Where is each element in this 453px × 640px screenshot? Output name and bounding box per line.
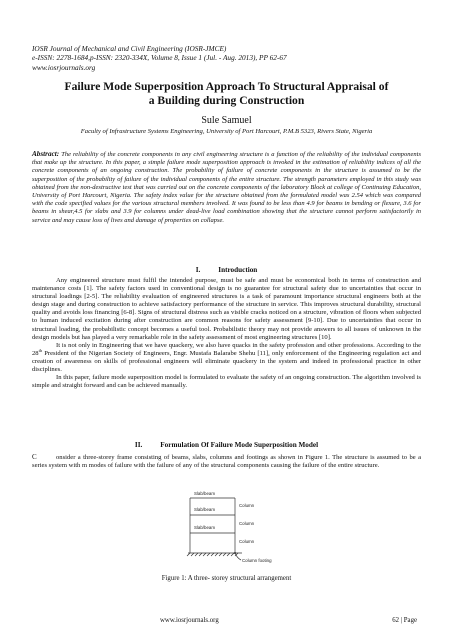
author-affiliation: Faculty of Infrastructure Systems Engineering, University of Port Harcourt, P.M.B 5323, Rivers State, Nigeria bbox=[80, 128, 373, 135]
footer-url[interactable]: www.iosrjournals.org bbox=[160, 617, 219, 624]
label-slab-beam-lower: Slab/beam bbox=[194, 525, 215, 530]
section-2-title: Formulation Of Failure Mode Superposition Model bbox=[160, 441, 319, 449]
section-1-heading bbox=[32, 266, 421, 274]
frame-diagram-svg bbox=[180, 486, 320, 570]
journal-name: IOSR Journal of Mechanical and Civil Engineering (IOSR-JMCE) bbox=[32, 44, 227, 53]
paper-title bbox=[32, 80, 421, 108]
ordinal-superscript: th bbox=[38, 347, 43, 353]
section-1-title: Introduction bbox=[218, 266, 258, 274]
label-column-middle: Column bbox=[239, 521, 255, 526]
title-line-2: a Building during Construction bbox=[148, 94, 305, 107]
footing-node bbox=[234, 552, 236, 554]
label-slab-beam-top: Slab/beam bbox=[194, 491, 215, 496]
figure-1-caption: Figure 1: A three- storey structural arrangement bbox=[161, 575, 292, 582]
journal-website[interactable]: www.iosrjournals.org bbox=[32, 62, 96, 72]
figure-1-frame-diagram bbox=[180, 486, 320, 570]
paper-page bbox=[32, 0, 421, 640]
ground-hatch bbox=[187, 553, 238, 556]
section-2-number: II. bbox=[134, 441, 143, 449]
label-column-lower: Column bbox=[239, 539, 255, 544]
intro-paragraph-3: In this paper, failure mode superposition model is formulated to evaluate the safety of an ongoing construction. The algorithm involved is simple and straight forward and can be achieved manually. bbox=[32, 374, 421, 390]
journal-header bbox=[32, 44, 421, 72]
section-2-body bbox=[32, 453, 421, 470]
intro-paragraph-2 bbox=[32, 342, 421, 374]
intro-p2-text-b: President of the Nigerian Society of Engineers, Engr. Mustafa Balarabe Shehu [11], only enforcement of the Engineering regulation act and creation of awareness on skills of professional engineers will eliminate quackery in the system and indeed in professional practice in other disciplines. bbox=[32, 349, 421, 374]
introduction-body bbox=[32, 277, 421, 390]
section-1-number: I. bbox=[195, 266, 201, 274]
label-column-upper: Column bbox=[239, 503, 255, 508]
label-column-footing: Column footing bbox=[242, 558, 272, 563]
label-slab-beam-middle: Slab/beam bbox=[194, 507, 215, 512]
drop-cap: C bbox=[32, 453, 37, 461]
section-2-heading bbox=[32, 441, 421, 449]
abstract bbox=[32, 150, 421, 225]
intro-p2-text-a: It is not only in Engineering that we have quackery, we also have quacks in the safety profession and other professions. According to the 28 bbox=[32, 341, 421, 357]
abstract-text: The reliability of the concrete components in any civil engineering structure is a function of the reliability of the individual components that make up the structure. In this paper, a simple failure mode superposition approach is invoked in the estimation of reliability indices of all the concrete components of an ongoing construction. The probability of failure of concrete components in the structure is assumed to be the superposition of the probability of failure of the individual components of the entire structure. The strength parameters employed in this study was obtained from the non-destructive test that was carried out on the concrete components of the laboratory Block at college of Continuing Education, University of Port Harcourt, Nigeria. The safety index value for the structure obtained from the formulated model was 2.54 which was compared with the code specified values for the various structural members involved. It was found to be less than 4.9 for beams in bending or flexure, 3.6 for beams in shear,4.5 for slabs and 3.9 for columns under dead-live load combination showing that the structure cannot perform satisfactorily in service and may cause loss of lives and damage of properties on collapse. bbox=[32, 151, 421, 224]
page-footer bbox=[32, 617, 421, 629]
section-2-text: onsider a three-storey frame consisting of beams, slabs, columns and footings as shown in Figure 1. The structure is assumed to be a series system with m modes of failure with the failure of any of the structural components causing the failure of the entire structure. bbox=[32, 454, 421, 470]
intro-paragraph-1: Any engineered structure must fulfil the intended purpose, must be safe and must be economical both in terms of construction and maintenance costs [1]. The safety factors used in conventional design is no guarantee for structural safety due to uncertainties that occur in structural loadings [2-5]. The reliability evaluation of engineered structures is a task of paramount importance structural engineers both at the design stage and during construction to achieve satisfactory performance of the structure in service. This improves structural durability, structural quality and avoids loss financing [6-8]. Signs of structural distress such as visible cracks noticed on a structure, vibration of floors when subjected to human induced excitation during after construction are common reasons for safety assessment [9-10]. Due to uncertainties that occur in structural loading, the probabilistic concept becomes a useful tool. Probabilistic theory may not provide answers to all issues of unknown in the design models but has played a very remarkable role in the safety assessment of most engineering structures [10]. bbox=[32, 277, 421, 341]
issn-line: e-ISSN: 2278-1684,p-ISSN: 2320-334X, Volume 8, Issue 1 (Jul. - Aug. 2013), PP 62-67 bbox=[32, 53, 287, 63]
title-line-1: Failure Mode Superposition Approach To Structural Appraisal of bbox=[64, 80, 389, 93]
author-name: Sule Samuel bbox=[201, 115, 252, 126]
page-number: 62 | Page bbox=[392, 617, 417, 624]
footing-pointer bbox=[235, 553, 241, 560]
abstract-label: Abstract: bbox=[32, 150, 60, 158]
